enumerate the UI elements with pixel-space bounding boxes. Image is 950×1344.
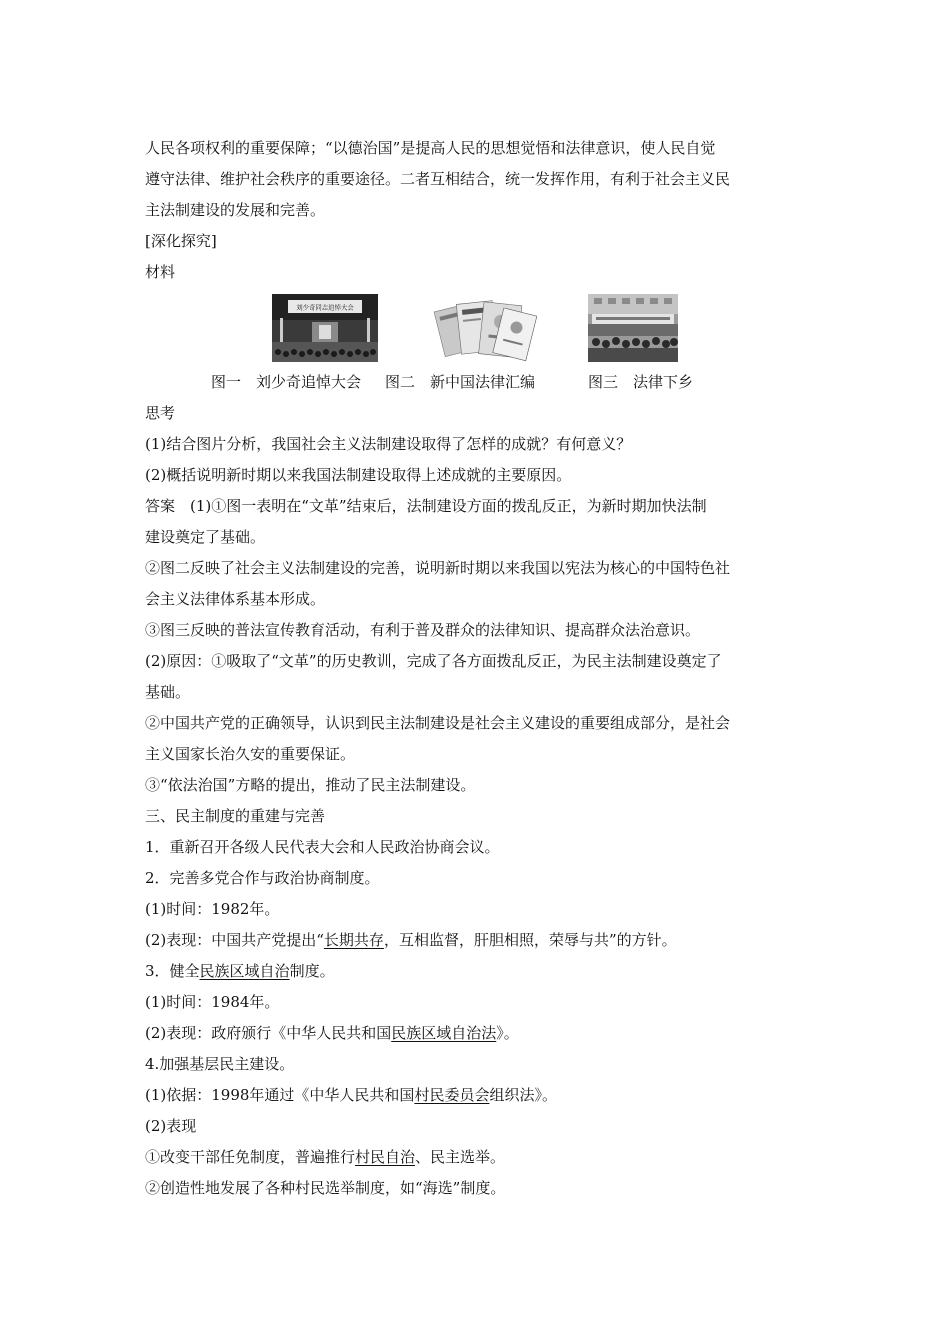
figure-1-caption: 图一 刘少奇追悼大会 xyxy=(211,373,362,391)
banner-text: 刘少奇同志追悼大会 xyxy=(296,303,354,312)
section-3-item-1: 1．重新召开各级人民代表大会和人民政治协商会议。 xyxy=(145,838,500,856)
answer-1-line-2: 建设奠定了基础。 xyxy=(145,528,266,546)
reason-3: ③“依法治国”方略的提出，推动了民主法制建设。 xyxy=(145,776,476,794)
item-3-expression xyxy=(145,1018,810,1049)
item-4-basis-pre: (1)依据：1998年通过《中华人民共和国 xyxy=(145,1086,415,1104)
section-3-item-4: 4.加强基层民主建设。 xyxy=(145,1055,295,1073)
law-books-photo xyxy=(431,294,537,364)
intro-line-1: 人民各项权利的重要保障；“以德治国”是提高人民的思想觉悟和法律意识，使人民自觉 xyxy=(145,139,716,157)
item-2-expression xyxy=(145,925,810,956)
reason-1-line-1: (2)原因：①吸取了“文革”的历史教训，完成了各方面拨乱反正，为民主法制建设奠定了 xyxy=(145,652,722,670)
section-3-item-2: 2．完善多党合作与政治协商制度。 xyxy=(145,869,380,887)
figure-3-caption: 图三 法律下乡 xyxy=(588,373,694,391)
figure-captions xyxy=(145,366,810,398)
item-3-pre: 3．健全 xyxy=(145,962,200,980)
keyword-long-coexistence: 长期共存 xyxy=(323,931,384,949)
section-3-item-3 xyxy=(145,956,810,987)
item-4-basis-post: 组织法》。 xyxy=(489,1086,557,1104)
item-2-expression-pre: (2)表现：中国共产党提出“ xyxy=(145,931,324,949)
intro-line-2: 遵守法律、维护社会秩序的重要途径。二者互相结合，统一发挥作用，有利于社会主义民 xyxy=(145,170,731,188)
keyword-villager-autonomy: 村民自治 xyxy=(355,1148,416,1166)
reason-2-line-2: 主义国家长治久安的重要保证。 xyxy=(145,745,356,763)
item-2-time: (1)时间：1982年。 xyxy=(145,900,280,918)
item-3-expression-post: 》。 xyxy=(496,1024,519,1042)
item-4-basis xyxy=(145,1080,810,1111)
item-4-point-1 xyxy=(145,1142,810,1173)
answer-1-line-1: 答案 (1)①图一表明在“文革”结束后，法制建设方面的拨乱反正，为新时期加快法制 xyxy=(145,497,707,515)
item-4-point-2: ②创造性地发展了各种村民选举制度，如“海选”制度。 xyxy=(145,1179,506,1197)
figure-row xyxy=(145,294,810,366)
keyword-regional-autonomy-law: 民族区域自治法 xyxy=(391,1024,497,1042)
item-4-point-1-post: 、民主选举。 xyxy=(415,1148,506,1166)
answer-3: ③图三反映的普法宣传教育活动，有利于普及群众的法律知识、提高群众法治意识。 xyxy=(145,621,701,639)
question-1: (1)结合图片分析，我国社会主义法制建设取得了怎样的成就？有何意义？ xyxy=(145,435,632,453)
material-label: 材料 xyxy=(145,263,176,281)
explore-heading: [深化探究] xyxy=(145,232,217,250)
answer-2-line-2: 会主义法律体系基本形成。 xyxy=(145,590,326,608)
think-label: 思考 xyxy=(145,404,176,422)
item-3-post: 制度。 xyxy=(289,962,335,980)
item-2-expression-post: ，互相监督，肝胆相照，荣辱与共”的方针。 xyxy=(383,931,677,949)
intro-line-3: 主法制建设的发展和完善。 xyxy=(145,201,326,219)
law-countryside-photo xyxy=(588,294,678,362)
reason-1-line-2: 基础。 xyxy=(145,683,191,701)
figure-2-caption: 图二 新中国法律汇编 xyxy=(385,373,536,391)
keyword-villagers-committee: 村民委员会 xyxy=(414,1086,490,1104)
item-3-time: (1)时间：1984年。 xyxy=(145,993,280,1011)
document-body xyxy=(145,133,810,1204)
memorial-meeting-photo xyxy=(272,294,378,362)
item-4-expression: (2)表现 xyxy=(145,1117,197,1135)
answer-2-line-1: ②图二反映了社会主义法制建设的完善，说明新时期以来我国以宪法为核心的中国特色社 xyxy=(145,559,731,577)
question-2: (2)概括说明新时期以来我国法制建设取得上述成就的主要原因。 xyxy=(145,466,572,484)
item-4-point-1-pre: ①改变干部任免制度，普遍推行 xyxy=(145,1148,356,1166)
keyword-regional-autonomy: 民族区域自治 xyxy=(199,962,290,980)
reason-2-line-1: ②中国共产党的正确领导，认识到民主法制建设是社会主义建设的重要组成部分，是社会 xyxy=(145,714,731,732)
section-3-heading: 三、民主制度的重建与完善 xyxy=(145,807,326,825)
item-3-expression-pre: (2)表现：政府颁行《中华人民共和国 xyxy=(145,1024,392,1042)
